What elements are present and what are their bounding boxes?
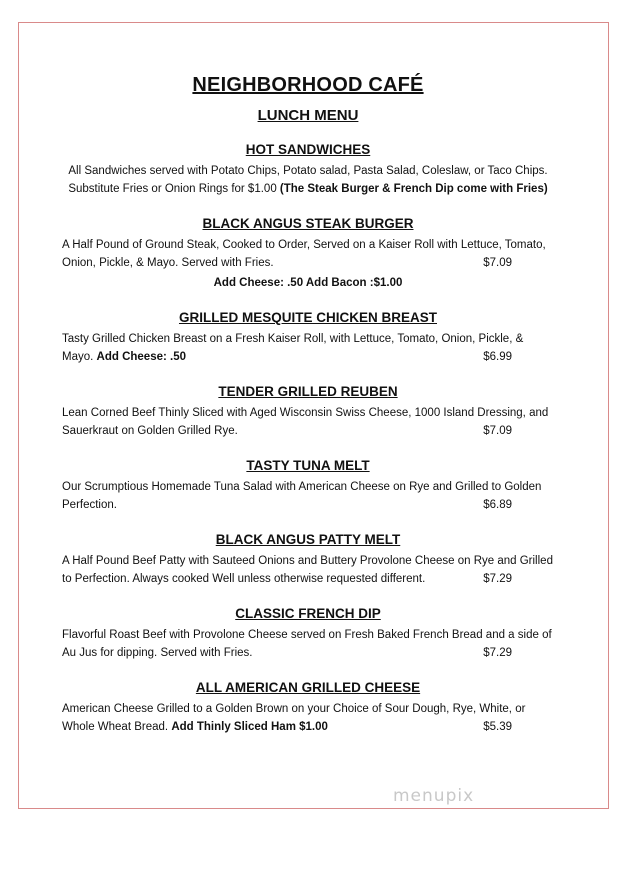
item-description-text: Our Scrumptious Homemade Tuna Salad with American Cheese on Rye and Grilled to Golden Perfection. xyxy=(62,481,542,511)
menu-subtitle: LUNCH MENU xyxy=(257,107,359,124)
item-description-text: Tasty Grilled Chicken Breast on a Fresh Kaiser Roll, with Lettuce, Tomato, Onion, Pickle, & Mayo. xyxy=(62,333,524,363)
item-addon-inline: Add Thinly Sliced Ham $1.00 xyxy=(171,721,328,733)
hot-sandwiches-section xyxy=(62,142,554,198)
intro-line-2 xyxy=(62,180,554,198)
menu-item-tuna-melt xyxy=(62,458,554,514)
item-addons: Add Cheese: .50 Add Bacon :$1.00 xyxy=(213,277,403,289)
item-description-text: Flavorful Roast Beef with Provolone Cheese served on Fresh Baked French Bread and a side of Au Jus for dipping. Served with Fries. xyxy=(62,629,552,659)
item-price: $5.39 xyxy=(483,721,512,733)
item-description-text: A Half Pound Beef Patty with Sauteed Onions and Buttery Provolone Cheese on Rye and Grilled to Perfection. Always cooked Well unless otherwise requested different. xyxy=(62,555,553,585)
item-name: TENDER GRILLED REUBEN xyxy=(218,384,398,399)
item-name: GRILLED MESQUITE CHICKEN BREAST xyxy=(178,310,437,325)
hot-sandwiches-heading: HOT SANDWICHES xyxy=(245,142,371,157)
item-name: TASTY TUNA MELT xyxy=(246,458,370,473)
item-price: $6.89 xyxy=(483,499,512,511)
menu-item-patty-melt xyxy=(62,532,554,588)
menu-item-steak-burger xyxy=(62,216,554,292)
item-description xyxy=(62,626,554,662)
item-name: ALL AMERICAN GRILLED CHEESE xyxy=(195,680,421,695)
item-description xyxy=(62,236,554,272)
item-addon-inline: Add Cheese: .50 xyxy=(96,351,187,363)
menu-content xyxy=(62,74,554,736)
menupix-watermark: menupix xyxy=(393,786,475,806)
item-description xyxy=(62,552,554,588)
hot-sandwiches-intro xyxy=(62,162,554,198)
item-name: BLACK ANGUS PATTY MELT xyxy=(215,532,401,547)
menu-item-reuben xyxy=(62,384,554,440)
item-description xyxy=(62,478,554,514)
intro-line-1: All Sandwiches served with Potato Chips, Potato salad, Pasta Salad, Coleslaw, or Taco Chips. xyxy=(68,165,548,177)
item-description-text: Lean Corned Beef Thinly Sliced with Aged Wisconsin Swiss Cheese, 1000 Island Dressing, and Sauerkraut on Golden Grilled Rye. xyxy=(62,407,549,437)
menu-item-grilled-cheese xyxy=(62,680,554,736)
intro-fries-note: (The Steak Burger & French Dip come with Fries) xyxy=(279,183,548,195)
item-price: $7.29 xyxy=(483,647,512,659)
menu-item-chicken-breast xyxy=(62,310,554,366)
item-description xyxy=(62,330,554,366)
item-name: CLASSIC FRENCH DIP xyxy=(235,606,381,621)
item-price: $7.29 xyxy=(483,573,512,585)
item-price: $6.99 xyxy=(483,351,512,363)
item-description xyxy=(62,700,554,736)
item-description-text: American Cheese Grilled to a Golden Brown on your Choice of Sour Dough, Rye, White, or Whole Wheat Bread. xyxy=(62,703,526,733)
menu-title: NEIGHBORHOOD CAFÉ xyxy=(192,74,424,96)
item-price: $7.09 xyxy=(483,257,512,269)
item-price: $7.09 xyxy=(483,425,512,437)
menu-item-french-dip xyxy=(62,606,554,662)
item-name: BLACK ANGUS STEAK BURGER xyxy=(202,216,414,231)
intro-substitute-text: Substitute Fries or Onion Rings for $1.00 xyxy=(68,183,277,195)
item-description-text: A Half Pound of Ground Steak, Cooked to Order, Served on a Kaiser Roll with Lettuce, Tomato, Onion, Pickle, & Mayo. Served with Fries. xyxy=(62,239,546,269)
item-description xyxy=(62,404,554,440)
